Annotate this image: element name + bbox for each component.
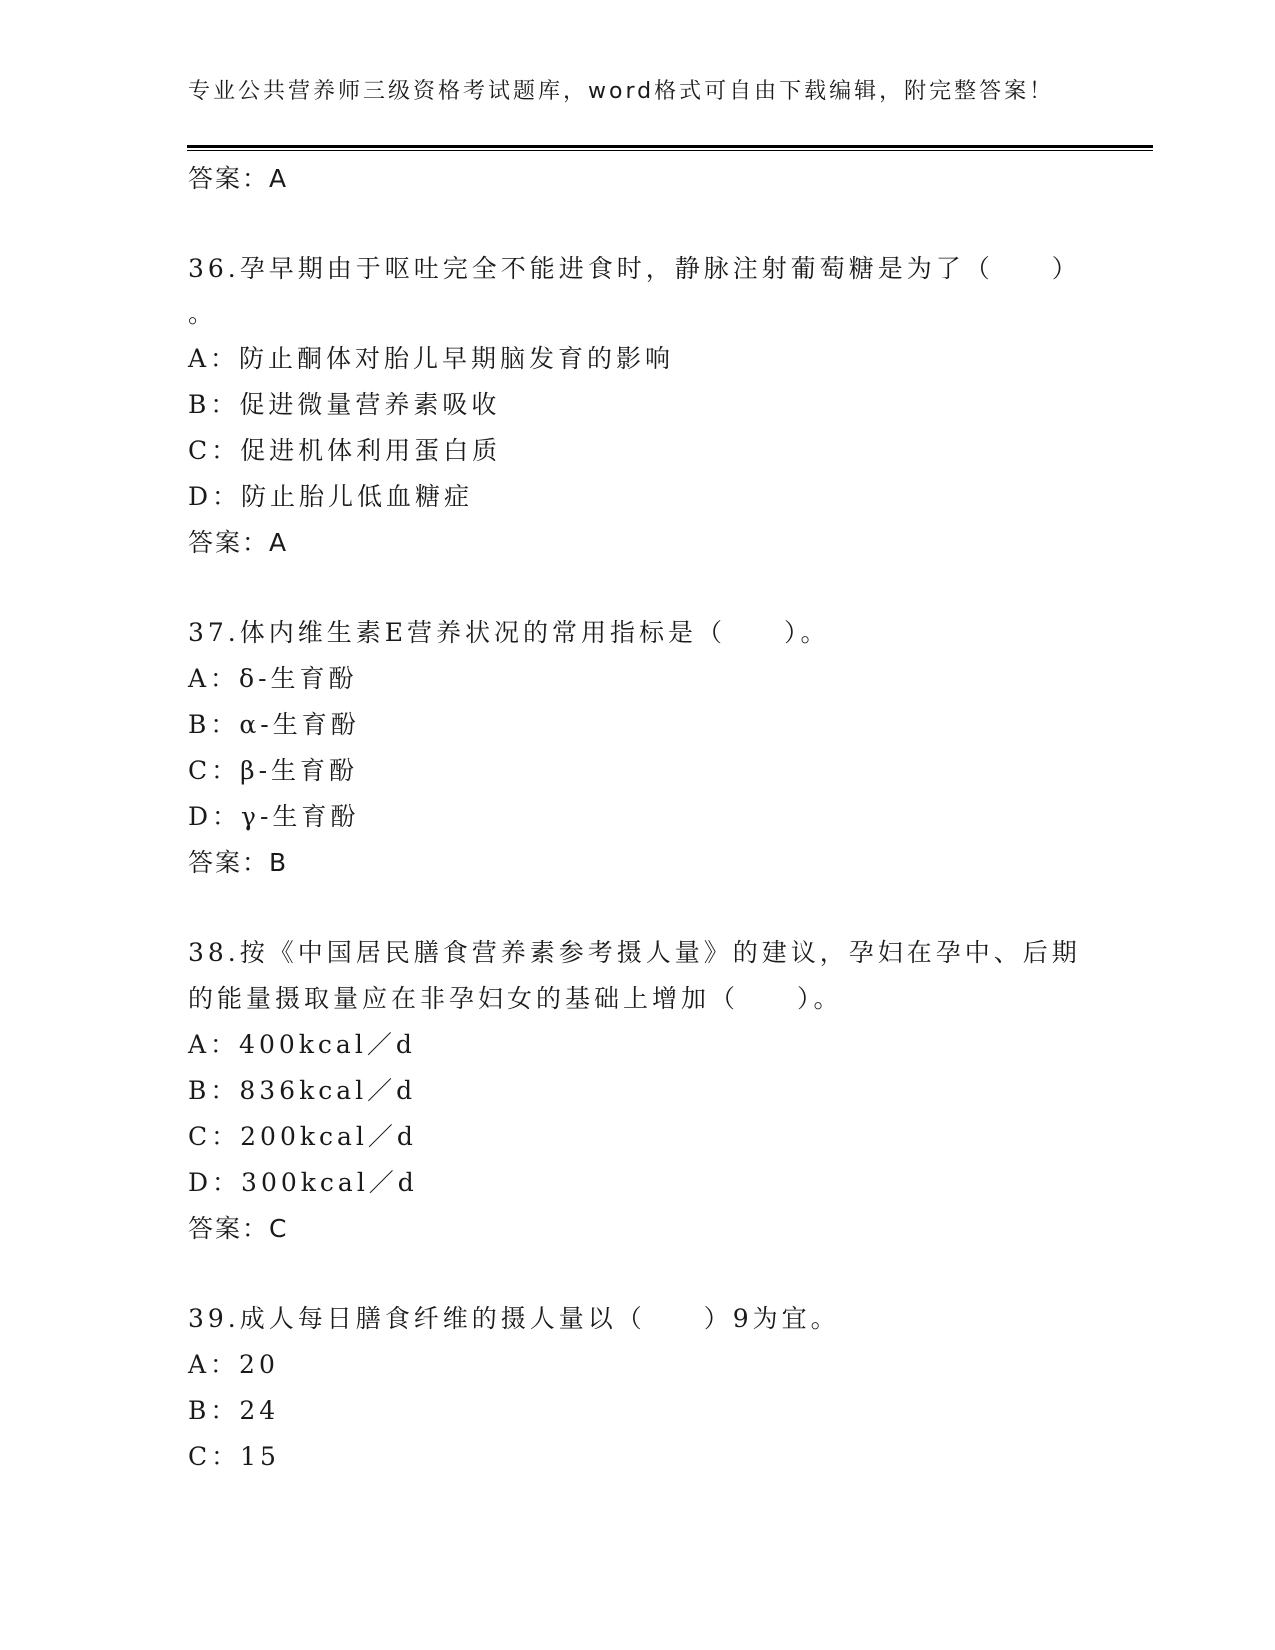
question-38 <box>188 930 1128 1252</box>
question-stem: 37.体内维生素E营养状况的常用指标是（ ）。 <box>188 618 830 647</box>
option-b: B：836kcal／d <box>188 1076 417 1105</box>
question-stem: 36.孕早期由于呕吐完全不能进食时，静脉注射葡萄糖是为了（ ） <box>188 254 1081 283</box>
option-d: D：防止胎儿低血糖症 <box>188 482 474 511</box>
option-c: C：促进机体利用蛋白质 <box>188 436 502 465</box>
option-b: B：α-生育酚 <box>188 710 360 739</box>
header-rule-thin <box>187 150 1153 151</box>
answer-label: 答案：B <box>188 848 289 877</box>
question-37 <box>188 610 1128 886</box>
option-d: D：γ-生育酚 <box>188 802 360 831</box>
question-stem: 39.成人每日膳食纤维的摄人量以（ ）9为宜。 <box>188 1304 840 1333</box>
question-stem-line-2: 的能量摄取量应在非孕妇女的基础上增加（ ）。 <box>188 984 843 1013</box>
option-c: C：200kcal／d <box>188 1122 417 1151</box>
answer-label: 答案：A <box>188 164 289 193</box>
option-b: B：促进微量营养素吸收 <box>188 390 501 419</box>
option-a: A：δ-生育酚 <box>188 664 358 693</box>
option-a: A：防止酮体对胎儿早期脑发育的影响 <box>188 344 675 373</box>
question-39 <box>188 1296 1128 1480</box>
question-list <box>188 156 1128 1480</box>
option-a: A：400kcal／d <box>188 1030 416 1059</box>
option-d: D：300kcal／d <box>188 1168 418 1197</box>
answer-label: 答案：A <box>188 528 289 557</box>
question-stem-tail: 。 <box>188 299 214 328</box>
option-a: A：20 <box>188 1350 279 1379</box>
answer-label: 答案：C <box>188 1214 289 1243</box>
page-header: 专业公共营养师三级资格考试题库，word格式可自由下载编辑，附完整答案！ <box>188 79 1055 104</box>
option-c: C：15 <box>188 1442 280 1471</box>
option-b: B：24 <box>188 1396 280 1425</box>
question-stem-line-1: 38.按《中国居民膳食营养素参考摄人量》的建议，孕妇在孕中、后期 <box>188 938 1081 967</box>
question-36 <box>188 246 1128 566</box>
header-rule-thick <box>187 145 1153 148</box>
option-c: C：β-生育酚 <box>188 756 359 785</box>
